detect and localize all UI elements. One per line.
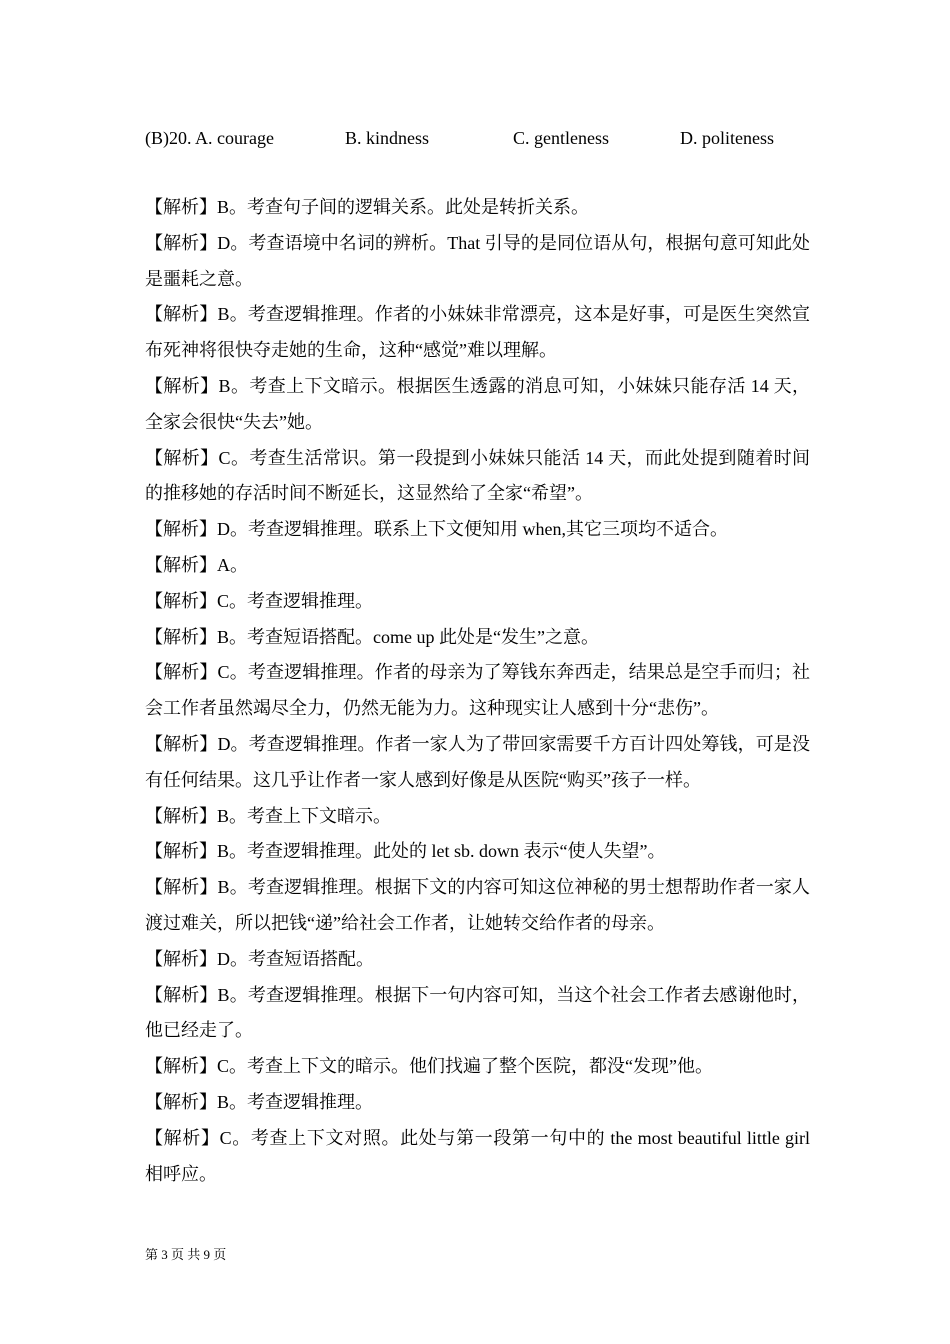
question-20-option-a: (B)20. A. courage [145, 128, 274, 148]
analysis-item: 【解析】D。考查短语搭配。 [145, 948, 374, 969]
analysis-item: 【解析】D。考查逻辑推理。联系上下文便知用 when,其它三项均不适合。 [145, 519, 728, 540]
analysis-item: 【解析】C。考查逻辑推理。作者的母亲为了筹钱东奔西走，结果总是空手而归；社会工作者虽然竭尽全力，仍然无能为力。这种现实让人感到十分“悲伤”。 [145, 662, 810, 719]
analysis-item: 【解析】D。考查语境中名词的辨析。That 引导的是同位语从句，根据句意可知此处是噩耗之意。 [145, 232, 810, 289]
question-20-option-b: B. kindness [345, 128, 430, 148]
analysis-item: 【解析】B。考查上下文暗示。 [145, 805, 392, 826]
analysis-item: 【解析】B。考查逻辑推理。根据下文的内容可知这位神秘的男士想帮助作者一家人渡过难关，所以把钱“递”给社会工作者，让她转交给作者的母亲。 [145, 877, 810, 933]
page-footer: 第 3 页 共 9 页 [145, 1247, 227, 1262]
analysis-list [145, 190, 810, 1192]
question-20-row [145, 124, 825, 152]
analysis-item: 【解析】D。考查逻辑推理。作者一家人为了带回家需要千方百计四处筹钱，可是没有任何结果。这几乎让作者一家人感到好像是从医院“购买”孩子一样。 [145, 733, 810, 790]
question-20-option-c: C. gentleness [513, 128, 609, 148]
analysis-item: 【解析】B。考查逻辑推理。此处的 let sb. down 表示“使人失望”。 [145, 841, 666, 862]
analysis-item: 【解析】C。考查逻辑推理。 [145, 590, 374, 611]
analysis-item: 【解析】A。 [145, 554, 248, 575]
analysis-item: 【解析】C。考查生活常识。第一段提到小妹妹只能活 14 天，而此处提到随着时间的推移她的存活时间不断延长，这显然给了全家“希望”。 [145, 447, 810, 504]
analysis-item: 【解析】B。考查上下文暗示。根据医生透露的消息可知，小妹妹只能存活 14 天，全家会很快“失去”她。 [145, 375, 810, 432]
analysis-item: 【解析】B。考查短语搭配。come up 此处是“发生”之意。 [145, 626, 599, 647]
analysis-item: 【解析】B。考查逻辑推理。 [145, 1091, 374, 1112]
analysis-item: 【解析】B。考查句子间的逻辑关系。此处是转折关系。 [145, 197, 590, 217]
analysis-item: 【解析】C。考查上下文的暗示。他们找遍了整个医院，都没“发现”他。 [145, 1056, 713, 1077]
analysis-item: 【解析】B。考查逻辑推理。作者的小妹妹非常漂亮，这本是好事，可是医生突然宣布死神将很快夺走她的生命，这种“感觉”难以理解。 [145, 304, 810, 361]
analysis-item: 【解析】B。考查逻辑推理。根据下一句内容可知，当这个社会工作者去感谢他时，他已经走了。 [145, 984, 810, 1041]
analysis-item: 【解析】C。考查上下文对照。此处与第一段第一句中的 the most beautiful little girl 相呼应。 [145, 1127, 810, 1184]
question-20-option-d: D. politeness [680, 128, 774, 148]
